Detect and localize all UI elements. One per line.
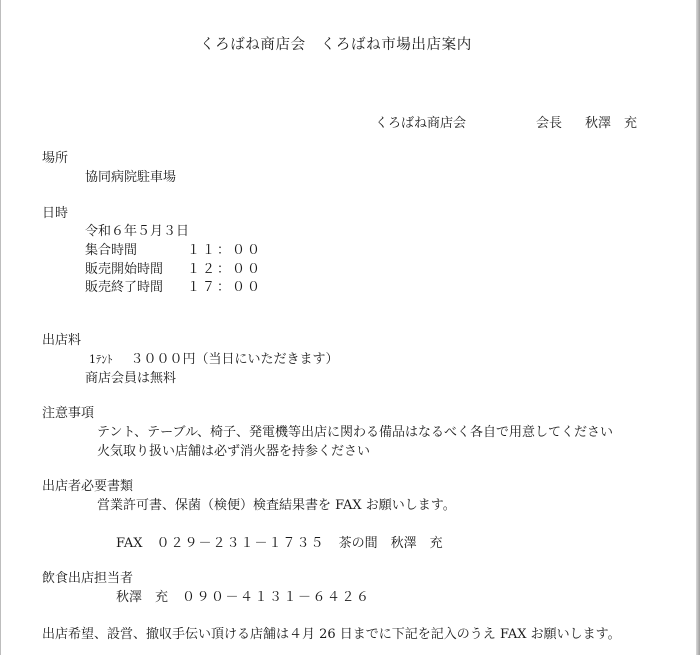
fee-unit: 1ﾃﾝﾄ <box>89 353 113 366</box>
fax-line <box>116 536 443 552</box>
organizer-name: 秋澤 充 <box>585 116 638 131</box>
sales-end-value: １７：００ <box>187 280 263 295</box>
food-contact-name: 秋澤 充 <box>116 590 169 605</box>
datetime-heading: 日時 <box>42 206 69 221</box>
assembly-time-value: １１：００ <box>187 243 263 258</box>
fax-label: FAX <box>116 536 143 551</box>
document-title: くろばね商店会 くろばね市場出店案内 <box>200 37 472 53</box>
organizer-role: 会長 <box>536 116 563 131</box>
fee-line <box>89 352 339 368</box>
page-right-edge <box>696 0 700 655</box>
notes-heading: 注意事項 <box>42 406 95 421</box>
fax-number: ０２９－２３１－１７３５ <box>156 536 325 551</box>
sales-start-label: 販売開始時間 <box>85 262 164 277</box>
event-date: 令和６年５月３日 <box>85 224 190 239</box>
fee-heading: 出店料 <box>42 333 82 348</box>
documents-heading: 出店者必要書類 <box>42 479 134 494</box>
fax-contact: 茶の間 秋澤 充 <box>338 536 443 551</box>
organizer-org: くろばね商店会 <box>375 116 467 131</box>
notes-line-fire-extinguisher: 火気取り扱い店舗は必ず消火器を持参ください <box>97 444 371 459</box>
sales-start-value: １２：００ <box>187 262 263 277</box>
member-fee-note: 商店会員は無料 <box>85 371 177 386</box>
fee-amount: ３０００円（当日にいただきます） <box>130 352 339 367</box>
sales-end-label: 販売終了時間 <box>85 280 164 295</box>
assembly-time-label: 集合時間 <box>85 243 138 258</box>
footer-instructions: 出店希望、設営、撤収手伝い頂ける店舗は４月 26 日までに下記を記入のうえ FAX お願いします。 <box>42 627 621 642</box>
notes-line-equipment: テント、テーブル、椅子、発電機等出店に関わる備品はなるべく各自で用意してください <box>97 425 613 440</box>
food-contact-line <box>116 590 371 606</box>
page-left-edge <box>0 0 1 655</box>
location-heading: 場所 <box>42 151 69 166</box>
documents-line: 営業許可書、保菌（検便）検査結果書を FAX お願いします。 <box>97 498 456 513</box>
location-value: 協同病院駐車場 <box>85 170 177 185</box>
food-contact-phone: ０９０－４１３１－６４２６ <box>182 590 371 605</box>
food-contact-heading: 飲食出店担当者 <box>42 571 134 586</box>
